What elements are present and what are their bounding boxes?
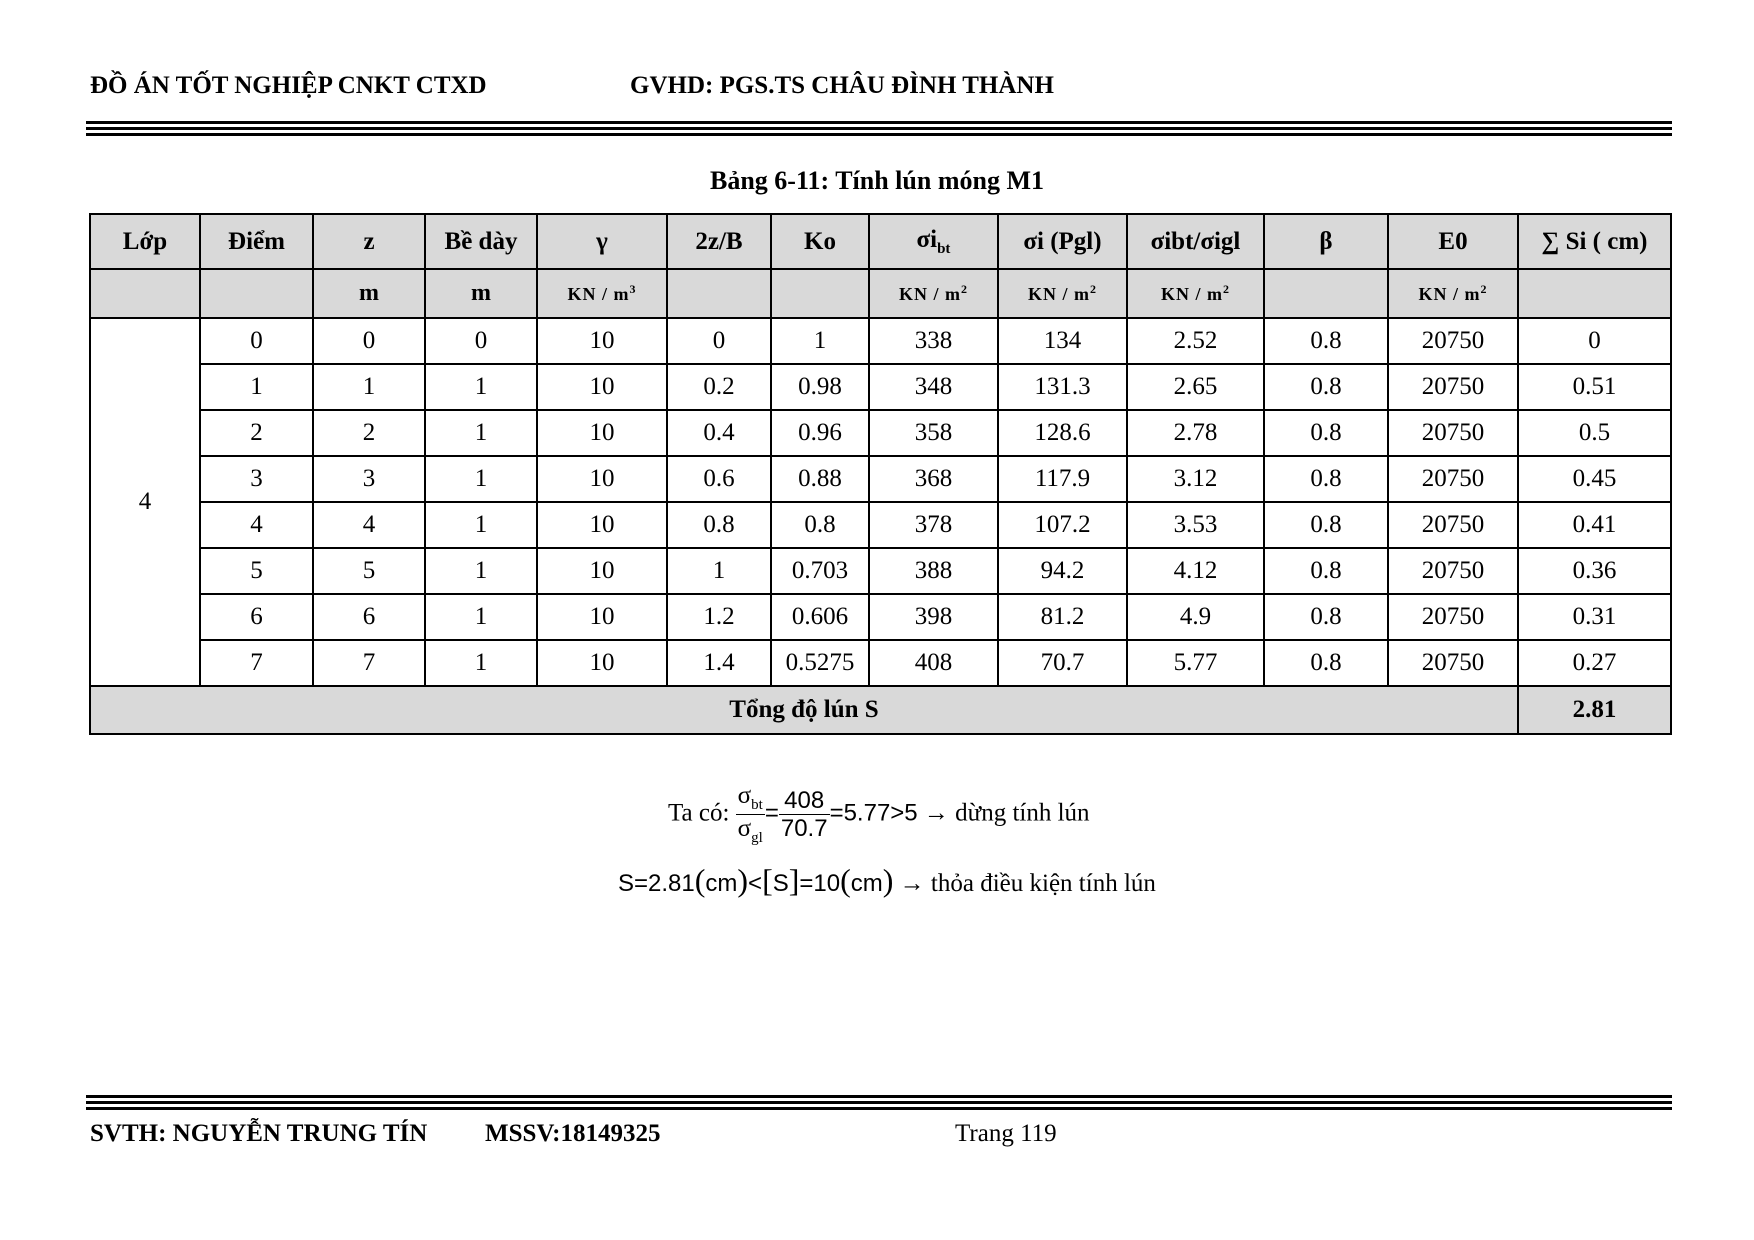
table-cell: 338: [869, 318, 998, 364]
table-cell: 0.5275: [771, 640, 869, 686]
formula2-rparen1: ): [737, 862, 749, 898]
formula2-lbracket: [: [762, 862, 773, 898]
table-cell: 0.98: [771, 364, 869, 410]
table-row: [90, 502, 1671, 548]
sigma-den-symbol: σ: [737, 815, 752, 843]
table-cell: 378: [869, 502, 998, 548]
table-cell: 0.8: [667, 502, 771, 548]
table-cell: 10: [537, 640, 667, 686]
table-cell: 10: [537, 364, 667, 410]
table-cell: 20750: [1388, 318, 1518, 364]
unit-sigma-pgl-exp: 2: [1090, 282, 1097, 296]
unit-cell-diem: [200, 269, 313, 318]
table-cell: 0: [313, 318, 425, 364]
header-left: ĐỒ ÁN TỐT NGHIỆP CNKT CTXD: [90, 72, 487, 99]
table-cell: 0.45: [1518, 456, 1671, 502]
units-row: [90, 269, 1671, 318]
header-cell-lop: Lớp: [90, 214, 200, 269]
table-cell: 398: [869, 594, 998, 640]
table-cell: 4.9: [1127, 594, 1264, 640]
unit-cell-sigma-bt: [869, 269, 998, 318]
table-cell: 0.51: [1518, 364, 1671, 410]
header-right: GVHD: PGS.TS CHÂU ĐÌNH THÀNH: [630, 72, 1054, 99]
table-row: [90, 640, 1671, 686]
table-cell: 0.2: [667, 364, 771, 410]
formula1-prefix: Ta có:: [668, 799, 730, 827]
header-cell-diem: Điểm: [200, 214, 313, 269]
unit-sigma-bt-exp: 2: [961, 282, 968, 296]
table-cell: 94.2: [998, 548, 1127, 594]
table-cell: 0.8: [1264, 640, 1388, 686]
table-cell: 0.41: [1518, 502, 1671, 548]
table-cell: 0.8: [1264, 502, 1388, 548]
table-cell: 1: [425, 548, 537, 594]
table-cell: 20750: [1388, 548, 1518, 594]
table-cell: 4.12: [1127, 548, 1264, 594]
table-cell: 0.6: [667, 456, 771, 502]
header-rule: [86, 121, 1672, 136]
table-cell: 2.78: [1127, 410, 1264, 456]
table-cell: 134: [998, 318, 1127, 364]
table-cell: 20750: [1388, 502, 1518, 548]
table-cell: 1: [425, 410, 537, 456]
table-cell: 1: [200, 364, 313, 410]
formula1-eq: =: [764, 799, 779, 827]
table-cell: 107.2: [998, 502, 1127, 548]
arrow-icon: →: [899, 870, 925, 897]
sigma-num-symbol: σ: [737, 782, 752, 809]
formula1-conclusion: dừng tính lún: [955, 799, 1090, 827]
formula2-rparen2: ): [882, 862, 894, 898]
header-cell-z: z: [313, 214, 425, 269]
table-cell: 1: [425, 364, 537, 410]
table-cell: 1.4: [667, 640, 771, 686]
table-cell: 117.9: [998, 456, 1127, 502]
settlement-table: [89, 213, 1672, 735]
table-cell: 1: [771, 318, 869, 364]
table-cell: 358: [869, 410, 998, 456]
table-cell: 10: [537, 410, 667, 456]
formula-stop-condition: [668, 782, 1090, 848]
table-cell: 0: [200, 318, 313, 364]
table-cell: 4: [313, 502, 425, 548]
sigma-num-sub: bt: [751, 797, 763, 813]
unit-cell-z: m: [313, 269, 425, 318]
table-cell: 1: [425, 456, 537, 502]
header-cell-sigma-pgl: σi (Pgl): [998, 214, 1127, 269]
formula2-lparen1: (: [694, 862, 706, 898]
header-cell-2zb: 2z/B: [667, 214, 771, 269]
header-cell-ko: Ko: [771, 214, 869, 269]
table-cell: 7: [200, 640, 313, 686]
table-cell: 7: [313, 640, 425, 686]
table-cell: 20750: [1388, 640, 1518, 686]
table-cell: 0.5: [1518, 410, 1671, 456]
unit-cell-sigma-pgl: [998, 269, 1127, 318]
sigma-ratio-denominator: [736, 815, 765, 847]
table-cell: 0.27: [1518, 640, 1671, 686]
table-row: [90, 456, 1671, 502]
layer-cell: 4: [90, 318, 200, 686]
sigma-bt-subscript: bt: [937, 240, 951, 257]
table-cell: 20750: [1388, 410, 1518, 456]
footer-student: SVTH: NGUYỄN TRUNG TÍN: [90, 1120, 428, 1147]
table-cell: 0: [1518, 318, 1671, 364]
unit-cell-2zb: [667, 269, 771, 318]
table-row: [90, 548, 1671, 594]
table-cell: 408: [869, 640, 998, 686]
formula2-conclusion: thỏa điều kiện tính lún: [930, 870, 1156, 897]
header-cell-sigma-bt: [869, 214, 998, 269]
unit-e0-base: KN / m: [1418, 284, 1481, 304]
table-cell: 3: [200, 456, 313, 502]
table-row: [90, 594, 1671, 640]
table-cell: 1: [667, 548, 771, 594]
table-cell: 10: [537, 548, 667, 594]
header-cell-sum-si: ∑ Si ( cm): [1518, 214, 1671, 269]
header-cell-gamma: γ: [537, 214, 667, 269]
unit-cell-beday: m: [425, 269, 537, 318]
table-cell: 20750: [1388, 456, 1518, 502]
table-cell: 2.52: [1127, 318, 1264, 364]
table-cell: 6: [313, 594, 425, 640]
unit-sigma-pgl-base: KN / m: [1028, 284, 1090, 304]
sigma-ratio-fraction: [736, 782, 765, 848]
value-ratio-fraction: [779, 787, 830, 843]
unit-cell-lop: [90, 269, 200, 318]
table-cell: 388: [869, 548, 998, 594]
table-cell: 10: [537, 594, 667, 640]
table-cell: 10: [537, 502, 667, 548]
table-cell: 1: [425, 502, 537, 548]
table-cell: 10: [537, 456, 667, 502]
table-cell: 1: [425, 640, 537, 686]
table-cell: 2: [313, 410, 425, 456]
table-cell: 2: [200, 410, 313, 456]
formula2-lt: <: [748, 870, 763, 897]
table-row: [90, 364, 1671, 410]
table-cell: 2.65: [1127, 364, 1264, 410]
table-cell: 10: [537, 318, 667, 364]
total-label: Tổng độ lún S: [90, 686, 1518, 734]
table-cell: 368: [869, 456, 998, 502]
table-cell: 128.6: [998, 410, 1127, 456]
table-cell: 348: [869, 364, 998, 410]
table-cell: 0.96: [771, 410, 869, 456]
table-row: [90, 318, 1671, 364]
table-cell: 6: [200, 594, 313, 640]
formula2-cm1: cm: [705, 870, 738, 897]
table-cell: 0.8: [1264, 456, 1388, 502]
value-ratio-denominator: 70.7: [780, 815, 828, 843]
table-cell: 0.88: [771, 456, 869, 502]
table-cell: 20750: [1388, 364, 1518, 410]
table-cell: 0.8: [1264, 548, 1388, 594]
unit-ratio-base: KN / m: [1161, 284, 1223, 304]
table-cell: 131.3: [998, 364, 1127, 410]
total-value: 2.81: [1518, 686, 1671, 734]
unit-gamma-exp: 3: [629, 282, 637, 296]
header-cell-ratio: σibt/σigl: [1127, 214, 1264, 269]
unit-cell-gamma: [537, 269, 667, 318]
formula2-s-limit: S: [772, 870, 789, 897]
footer-page: Trang 119: [955, 1120, 1057, 1147]
unit-cell-ratio: [1127, 269, 1264, 318]
table-cell: 5: [200, 548, 313, 594]
sigma-den-sub: gl: [751, 830, 763, 847]
total-row: [90, 686, 1671, 734]
unit-cell-beta: [1264, 269, 1388, 318]
unit-cell-e0: [1388, 269, 1518, 318]
formula2-eq10: =10: [799, 870, 841, 897]
formula2-cm2: cm: [850, 870, 883, 897]
table-cell: 3.53: [1127, 502, 1264, 548]
sigma-bt-label: σi: [916, 225, 938, 253]
formula2-lparen2: (: [840, 862, 851, 898]
sigma-ratio-numerator: [736, 782, 765, 815]
table-cell: 4: [200, 502, 313, 548]
table-cell: 0.8: [1264, 410, 1388, 456]
footer-rule: [86, 1095, 1672, 1110]
table-cell: 1.2: [667, 594, 771, 640]
unit-sigma-bt-base: KN / m: [899, 284, 961, 304]
table-cell: 0.31: [1518, 594, 1671, 640]
table-cell: 0.8: [1264, 364, 1388, 410]
table-cell: 3: [313, 456, 425, 502]
table-caption: Bảng 6-11: Tính lún móng M1: [709, 166, 1044, 195]
table-cell: 81.2: [998, 594, 1127, 640]
table-cell: 0.8: [1264, 594, 1388, 640]
value-ratio-numerator: 408: [779, 787, 830, 816]
table-cell: 1: [425, 594, 537, 640]
table-row: [90, 410, 1671, 456]
formula2-rbracket: ]: [788, 862, 800, 898]
unit-gamma-base: KN / m: [567, 284, 630, 304]
table-cell: 1: [313, 364, 425, 410]
table-cell: 0.8: [771, 502, 869, 548]
unit-cell-sum-si: [1518, 269, 1671, 318]
header-cell-e0: E0: [1388, 214, 1518, 269]
table-cell: 5.77: [1127, 640, 1264, 686]
table-cell: 3.12: [1127, 456, 1264, 502]
formula2-s-value: S=2.81: [618, 870, 695, 897]
header-cell-beta: β: [1264, 214, 1388, 269]
table-cell: 5: [313, 548, 425, 594]
table-cell: 0.606: [771, 594, 869, 640]
table-cell: 70.7: [998, 640, 1127, 686]
formula-settlement-check: [618, 862, 1156, 899]
table-cell: 0.4: [667, 410, 771, 456]
table-cell: 20750: [1388, 594, 1518, 640]
table-cell: 0.36: [1518, 548, 1671, 594]
unit-e0-exp: 2: [1480, 282, 1488, 296]
formula1-result: =5.77>5: [829, 799, 918, 827]
table-cell: 0.8: [1264, 318, 1388, 364]
table-cell: 0: [425, 318, 537, 364]
arrow-icon: →: [923, 799, 949, 827]
unit-cell-ko: [771, 269, 869, 318]
table-cell: 0: [667, 318, 771, 364]
header-cell-beday: Bề dày: [425, 214, 537, 269]
table-cell: 0.703: [771, 548, 869, 594]
footer-mssv: MSSV:18149325: [485, 1120, 661, 1147]
header-row: [90, 214, 1671, 269]
unit-ratio-exp: 2: [1223, 282, 1230, 296]
